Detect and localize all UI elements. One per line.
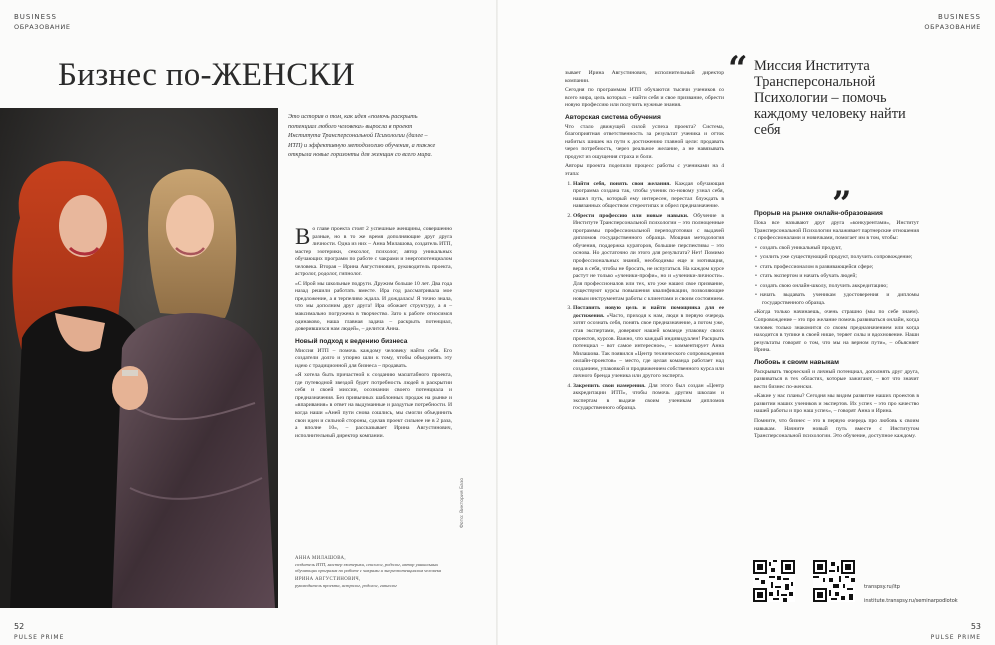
paragraph: Помните, что бизнес – это в первую очередь про любовь к своим навыкам. Начните новый путь вместе с Институтом Трансперсональной психологии. Это обучение, доступное каждому.	[754, 418, 919, 440]
right-page	[498, 0, 995, 645]
rubric	[14, 12, 71, 32]
list-item: • начать выдавать ученикам удостоверения и дипломы государственного образца.	[762, 292, 919, 307]
rubric-subtitle: ОБРАЗОВАНИЕ	[14, 23, 71, 31]
close-quote-icon: ”	[832, 184, 852, 224]
paragraph: зывает Ирина Августинович, исполнительный директор компании.	[565, 70, 724, 84]
magazine-brand: PULSE PRIME	[930, 634, 981, 641]
caption-role: руководитель проекта, астролог, родолог, гипнолог	[295, 583, 397, 588]
stage-text: «Часто, приходя к нам, люди в первую очередь хотят осознать себя, понять свое предназначение, а потом уже, став экспертами, доверяют нашей команде упаковку своих проектов, курсов. Важно, что каждый индивидуален! Раскрыть потенциал – вот самое интересное», – комментирует Анна Милашова. Так появился «Центр технического сопровождения онлайн-проектов» – место, где целая команда работает над созданием, упаковкой и продвижением собственного курса или личного бренда ученика или другого эксперта.	[573, 312, 724, 380]
caption-role: создатель ИТП, мастер эзотерики, сексолог, родолог, автор уникальных обучающих программ по работе с чакрами и энергопотенциалом человека	[295, 562, 442, 573]
section-heading: Прорыв на рынке онлайн-образования	[754, 210, 883, 217]
section-heading: Авторская система обучения	[565, 113, 661, 121]
paragraph: Сегодня по программам ИТП обучаются тысячи учеников со всего мира, цель которых – найти себя и свое призвание, обрести новую профессию или получить нужные знания.	[565, 87, 724, 109]
qr-code-icon[interactable]	[813, 560, 855, 602]
rubric-title: BUSINESS	[14, 13, 57, 21]
list-item: • создать свою онлайн-школу, получить аккредитацию;	[762, 283, 919, 291]
caption-name: АННА МИЛАШОВА,	[295, 556, 346, 561]
paragraph: Миссия ИТП – помочь каждому человеку найти себя. Его создатели долго и упорно шли к тому, чтобы объединить эту идею с традиционной для бизнеса – продавать.	[295, 347, 452, 369]
stage-text: Обучение в Институте Трансперсональной психологии – это полноценные программы профессиональной переподготовки с выдачей дипломов государственного образца. Мощная методология обучения, поддержка кураторов, большие перспективы – это основа. Но достаточно ли этого для результата? Нет! Помимо профессиональных знаний, необходимы еще и мотивация, вера в себя, чтобы не бросать, не испугаться. На каждом курсе растут не только «ученики-профи», но и «ученики-личности». Для профессионалов или тех, кто уже нашел свое призвание, существуют курсы повышения квалификации, позволяющие новым инструментам работы с клиентами и своим состоянием.	[573, 212, 724, 302]
rubric	[924, 12, 981, 32]
stage-text: Каждая обучающая программа создана так, чтобы ученик по-новому узнал себя, нашел путь, который ему интересен, перестал блуждать в навязанных обществом стереотипах и обрел предназначение.	[573, 180, 724, 210]
rubric-subtitle: ОБРАЗОВАНИЕ	[924, 23, 981, 31]
portrait-illustration	[0, 108, 278, 608]
section-heading: Новый подход к ведению бизнеса	[295, 337, 408, 345]
portrait-photo	[0, 108, 278, 608]
article-headline: Бизнес по-ЖЕНСКИ	[58, 57, 356, 93]
stage-item	[573, 213, 724, 304]
photo-credit: Фото: Виктория Базо	[460, 478, 465, 528]
page-number: 52	[14, 622, 25, 631]
list-item: • усилить уже существующий продукт, получить сопровождение;	[762, 254, 919, 262]
page-number: 53	[970, 622, 981, 631]
paragraph: Что стало движущей силой успеха проекта? Система, благоприятная ответственность за результат ученика и отток набитых шишек на пути к достижению главной цели: продавать через потребность, через реальное желание, а не навязывать продукт из ощущения страха и боли.	[565, 123, 724, 160]
text-column-1	[295, 226, 452, 442]
stage-item	[573, 305, 724, 380]
paragraph: Авторы проекта поделили процесс работы с учениками на 4 этапа:	[565, 163, 724, 178]
paragraph: Пока все называют друг друга «конкурентами», Институт Трансперсональной Психологии налаживает партнерские отношения с профессионалами и новичками, помогает им в том, чтобы:	[754, 220, 919, 242]
left-page	[0, 0, 497, 645]
stage-title: Поставить новую цель и найти помощника для ее достижения.	[573, 305, 724, 319]
caption-name: ИРИНА АВГУСТИНОВИЧ,	[295, 577, 361, 582]
intro-paragraph	[295, 226, 452, 279]
paragraph: «Я хотела быть причастной к созданию масштабного проекта, где путеводной звездой будет потребность людей в раскрытии себя и своей миссии, осознании своего потенциала и предназначения. Без привычных шаблонных продаж на рынке и «впаривания» в ответ на выдуманные и раздутые потребности. И когда наши «Аней пути снова сошлись, мы смогли объединить свои идеи и сильной стороны, сделав проект сильнее не в 2 раза, а вполне 10», – рассказывает Ирина Августинович, исполнительный директор компании.	[295, 372, 452, 439]
stage-item	[573, 383, 724, 413]
qr-link[interactable]: transpsy.ru/itp	[864, 584, 900, 590]
stage-title: Обрести профессию или новые навыки.	[573, 212, 689, 219]
article-lead: Это история о том, как идея «помочь раскрыть потенциал любого человека» выросла в проект Института Трансперсональной Психологии (далее – ИТП) и эффективную методологию обучения, а также открыла новые горизонты для женщин со всего мира.	[288, 113, 436, 159]
list-item: • создать свой уникальный продукт,	[762, 245, 919, 253]
stage-title: Найти себя, понять свои желания.	[573, 180, 671, 187]
text-column-3	[754, 206, 919, 443]
section-heading: Любовь к своим навыкам	[754, 358, 839, 366]
open-quote-icon: “	[728, 49, 748, 89]
stage-item	[573, 181, 724, 211]
photo-caption	[295, 556, 450, 589]
stages-list	[573, 181, 724, 413]
stage-title: Закрепить свои намерения.	[573, 382, 646, 389]
paragraph: «Когда только начинаешь, очень страшно (мы по себе знаем). Сопровождение – это про желание помочь развиваться онлайн, когда человек только знакомится со своим предназначением или когда находится в тупике в своей нише, теряет силы и вдохновение. Наши результаты говорят о том, что мы на верном пути», – объясняет Ирина.	[754, 309, 919, 354]
paragraph: Раскрывать творческий и личный потенциал, дополнять друг друга, развиваться в тех областях, которые зажигают, – вот что значит вести бизнес по-женски.	[754, 368, 919, 390]
intro-quote: «С Ирой мы школьные подруги. Дружим больше 10 лет. Два года назад решили работать вместе. Ира год рассматривала мое предложение, а я терпеливо ждала. И дождалась! Я точно знала, что мы дополним друг друга! Ира обожает структуру, а я – максимально погружена в творчество. Зато к работе относимся одинаково, наша главная задача – раскрыть потенциал, доверившихся нам людей», – делится Анна.	[295, 280, 452, 333]
intro-text: о главе проекта стоят 2 успешные женщины, совершенно разные, но в то же время дополняющие друг друга личности. Одна из них – Анна Милашова, создатель ИТП, мастер эзотерики, сексолог, психолог, автор уникальных обучающих программ по работе с чакрами и энергопотенциалом человека. Вторая – Ирина Августинович, руководитель проекта, астролог, родолог, гипнолог.	[295, 226, 452, 278]
rubric-title: BUSINESS	[938, 13, 981, 21]
list-item: • стать экспертом и начать обучать людей;	[762, 273, 919, 281]
qr-code-icon[interactable]	[753, 560, 795, 602]
stage-text: Для этого был создан «Центр аккредитации ИТП», чтобы помочь другим школам и экспертам в выдаче своим ученикам дипломов государственного образца.	[573, 382, 724, 412]
qr-link[interactable]: institute.transpsy.ru/seminarpodlotok	[864, 598, 958, 604]
pull-quote-text: Миссия Института Трансперсональной Психологии – помочь каждому человеку найти себя	[754, 58, 906, 138]
drop-cap: В	[295, 224, 311, 249]
list-item: • стать профессионалом в развивающейся сфере;	[762, 264, 919, 272]
benefits-list	[759, 244, 919, 308]
paragraph: «Какие у нас планы? Сегодня мы видим развитие наших проектов в развитии наших учеников и экспертов. Их успех – это про качество нашей работы и про наш успех», – говорят Анна и Ирина.	[754, 393, 919, 415]
magazine-brand: PULSE PRIME	[14, 634, 65, 641]
text-column-2	[565, 70, 724, 415]
